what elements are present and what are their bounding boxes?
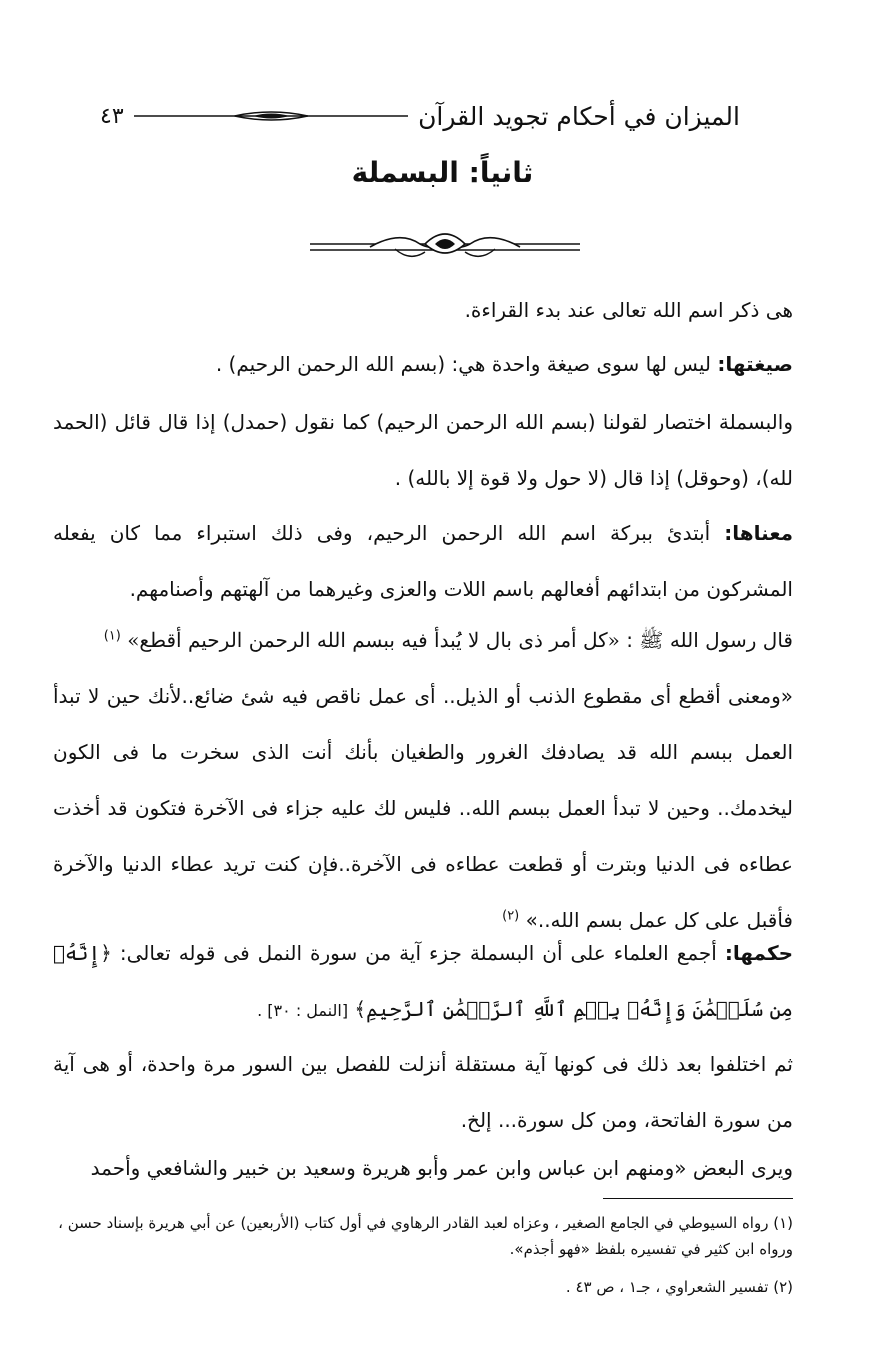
definition-text: هى ذكر اسم الله تعالى عند بدء القراءة. bbox=[464, 298, 793, 322]
footnote-1 bbox=[33, 1210, 793, 1262]
form-paragraph bbox=[53, 336, 793, 392]
explanation-text: «ومعنى أقطع أى مقطوع الذنب أو الذيل.. أى عمل ناقص فيه شئ ضائع..لأنك حين لا تبدأ العمل ببسم الله قد يصادفك الغرور والطغيان بأنك أنت الذى سخرت ما فى الكون ليخدمك.. وحين لا تبدأ العمل ببسم الله.. فليس لك عليه جزاء فى الآخرة فتكون قد أخذت عطاءه فى الدنيا وبترت أو قطعت عطاءه فى الآخرة..فإن كنت تريد عطاء الدنيا والآخرة فأقبل على كل عمل بسم الله..» bbox=[53, 684, 793, 932]
meaning-text: أبتدئ ببركة اسم الله الرحمن الرحيم، وفى ذلك استبراء مما كان يفعله المشركون من ابتدائهم أفعالهم باسم اللات والعزى وغيرهما من آلهتهم وأصنامهم. bbox=[53, 521, 793, 601]
running-header bbox=[100, 96, 740, 136]
section-ornament-divider bbox=[300, 222, 590, 272]
hadith-footnote-ref: (١) bbox=[103, 628, 121, 644]
opinion-paragraph bbox=[53, 1140, 793, 1196]
explanation-footnote-ref: (٢) bbox=[502, 908, 520, 924]
ruling-text: أجمع العلماء على أن البسملة جزء آية من سورة النمل فى قوله تعالى: bbox=[119, 941, 717, 965]
hadith-paragraph bbox=[53, 612, 793, 668]
abbreviation-paragraph bbox=[53, 394, 793, 506]
definition-paragraph bbox=[53, 282, 793, 338]
form-text: ليس لها سوى صيغة واحدة هي: (بسم الله الرحمن الرحيم) . bbox=[215, 352, 711, 376]
ruling-verse-reference: [النمل : ٣٠] . bbox=[257, 1001, 349, 1020]
dispute-paragraph bbox=[53, 1036, 793, 1148]
section-title: ثانياً: البسملة bbox=[351, 156, 534, 189]
ruling-paragraph bbox=[53, 925, 793, 1039]
page-number: ٤٣ bbox=[100, 103, 124, 129]
explanation-paragraph bbox=[53, 668, 793, 948]
meaning-paragraph bbox=[53, 505, 793, 617]
ruling-label: حكمها: bbox=[724, 941, 793, 965]
meaning-label: معناها: bbox=[724, 521, 793, 545]
hadith-text: «كل أمر ذى بال لا يُبدأ فيه ببسم الله الرحمن الرحيم أقطع» bbox=[127, 628, 620, 652]
footnote-separator bbox=[603, 1198, 793, 1199]
abbreviation-text: والبسملة اختصار لقولنا (بسم الله الرحمن الرحيم) كما نقول (حمدل) إذا قال قائل (الحمد لله)، (وحوقل) إذا قال (لا حول ولا قوة إلا بالله) . bbox=[53, 410, 793, 490]
header-rule-ornament bbox=[134, 106, 408, 126]
book-title: الميزان في أحكام تجويد القرآن bbox=[418, 101, 740, 131]
dispute-text: ثم اختلفوا بعد ذلك فى كونها آية مستقلة أنزلت للفصل بين السور مرة واحدة، أو هى آية من سورة الفاتحة، ومن كل سورة... إلخ. bbox=[53, 1052, 793, 1132]
form-label: صيغتها: bbox=[717, 352, 793, 376]
opinion-text: ويرى البعض «ومنهم ابن عباس وابن عمر وأبو هريرة وسعيد بن خبير والشافعي وأحمد bbox=[90, 1156, 793, 1180]
footnote-2 bbox=[33, 1274, 793, 1300]
footnote-2-text: (٢) تفسير الشعراوي ، جـ١ ، ص ٤٣ . bbox=[565, 1278, 793, 1296]
footnote-1-text: (١) رواه السيوطي في الجامع الصغير ، وعزاه لعبد القادر الرهاوي في أول كتاب (الأربعين) عن أبي هريرة بإسناد حسن ، ورواه ابن كثير في تفسيره بلفظ «فهو أجذم». bbox=[58, 1214, 793, 1258]
ruling-verse: ﴿إِنَّهُۥ مِن سُلَيۡمَٰنَ وَإِنَّهُۥ بِسۡمِ ٱللَّهِ ٱلرَّحۡمَٰنِ ٱلرَّحِيمِ﴾ bbox=[53, 941, 793, 1021]
hadith-intro: قال رسول الله ﷺ : bbox=[626, 628, 793, 652]
